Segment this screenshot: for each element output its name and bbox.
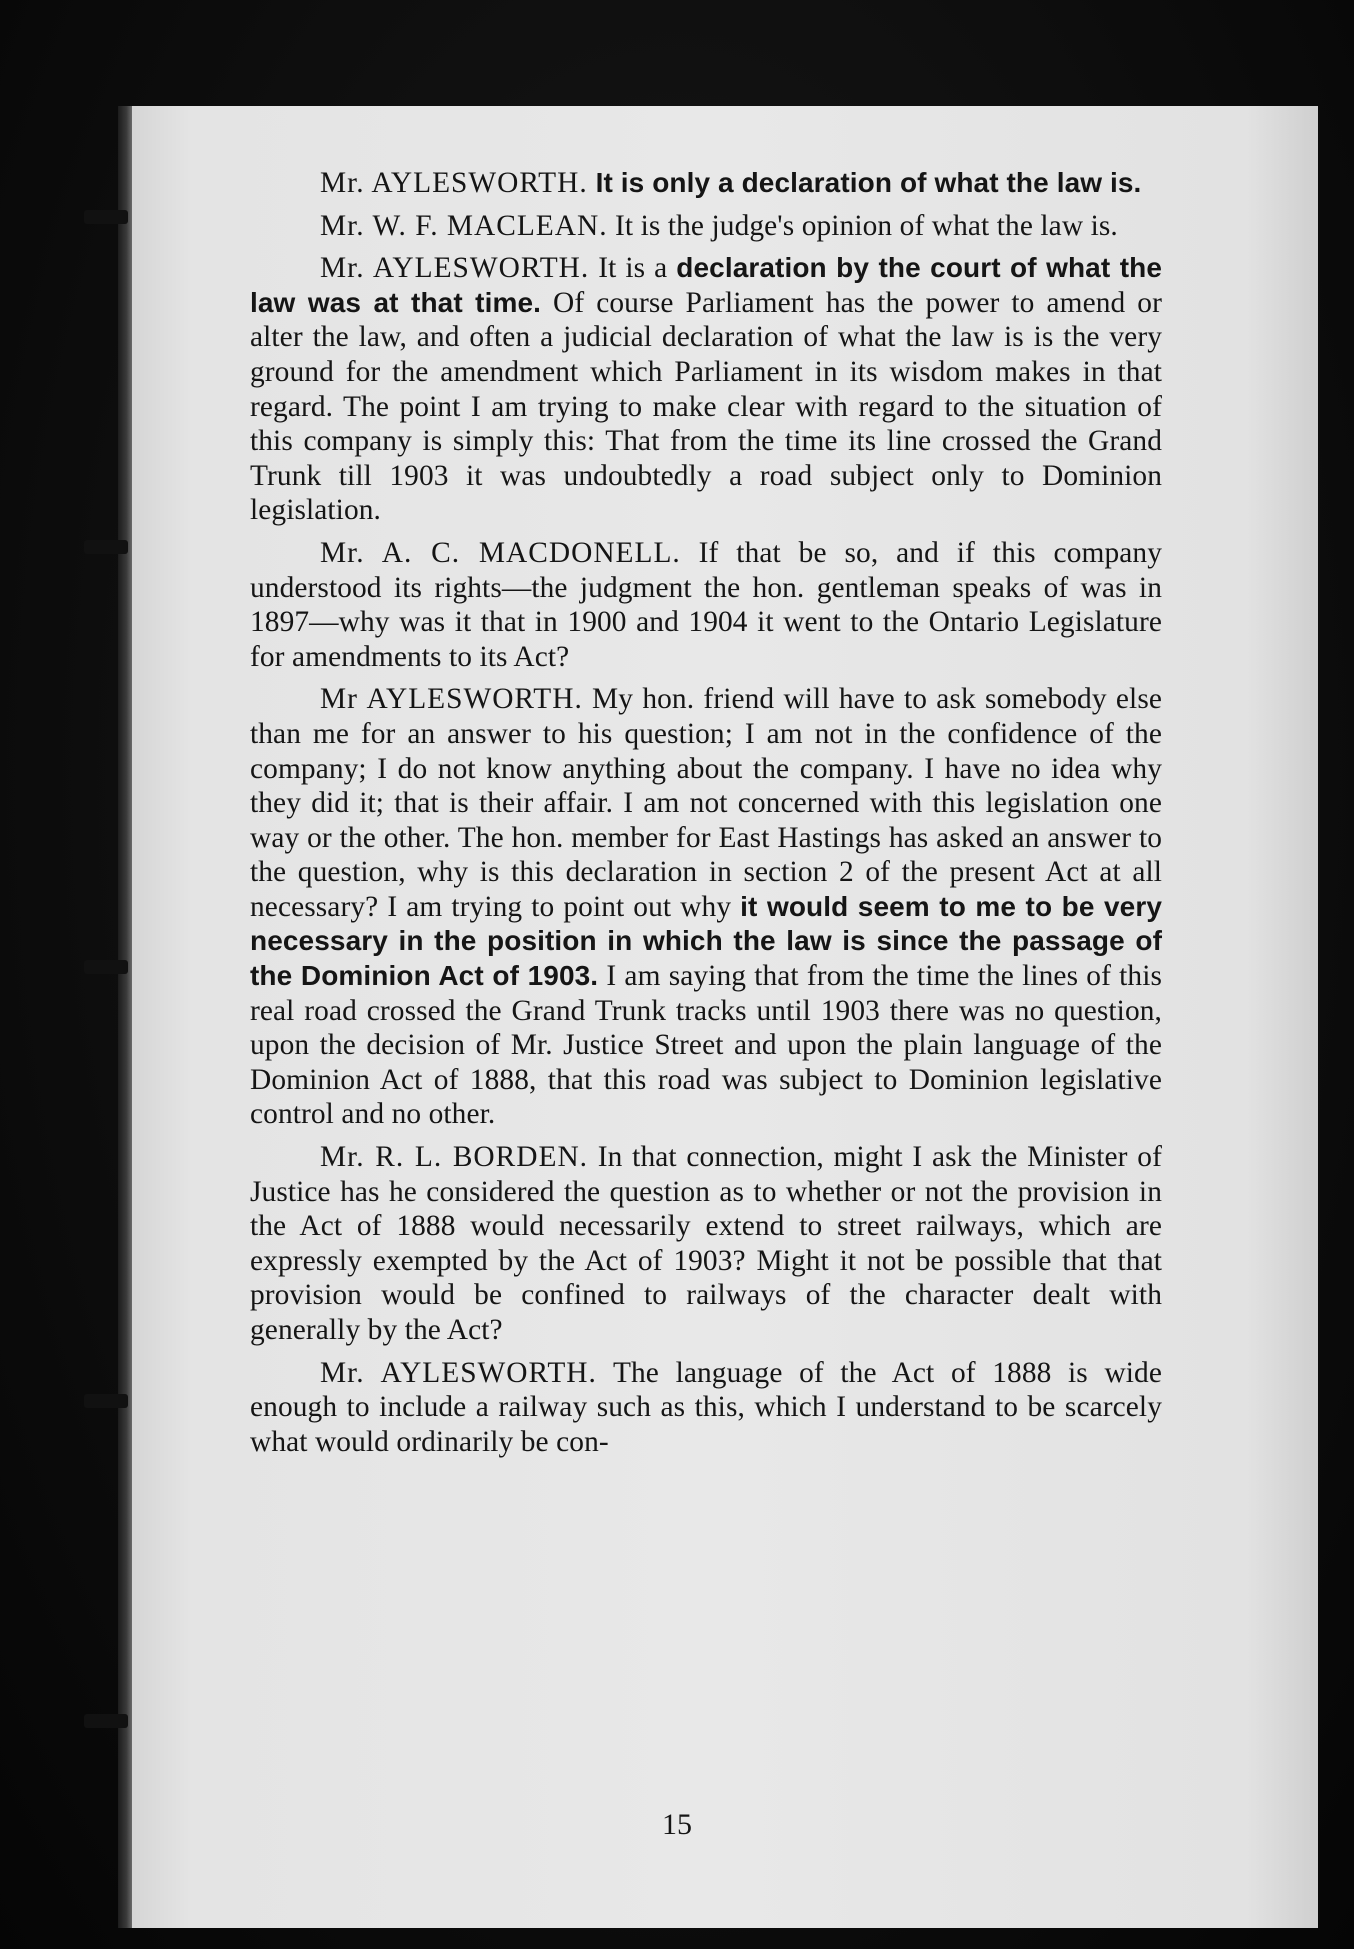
speaker-name: Mr. AYLESWORTH. <box>320 252 590 285</box>
emphasized-text: It is only a declaration of what the law is. <box>587 167 1142 198</box>
speech-paragraph <box>250 166 1162 201</box>
speaker-name: Mr. R. L. BORDEN. <box>320 1141 589 1174</box>
binding-tab <box>84 1714 128 1728</box>
speaker-name: Mr. A. C. MACDONELL. <box>320 536 681 569</box>
speech-paragraph <box>250 682 1162 1132</box>
binding-edge <box>118 106 132 1928</box>
speech-paragraph <box>250 1356 1162 1460</box>
speaker-name: Mr. W. F. MACLEAN. <box>320 209 608 242</box>
emphasized-text: declaration by the court of what the law was at that time. <box>250 252 1162 318</box>
binding-tab <box>84 210 128 224</box>
binding-tab <box>84 960 128 974</box>
page-number: 15 <box>662 1808 692 1841</box>
speech-paragraph <box>250 209 1162 244</box>
speech-text: Of course Parliament has the power to amend or alter the law, and often a judicial declaration of what the law is is the very ground for the amendment which Parliament in its wisdom makes in that regard. The point I am trying to make clear with regard to the situation of this company is simply this: That from the time its line crossed the Grand Trunk till 1903 it was undoubtedly a road subject only to Dominion legislation. <box>250 286 1162 527</box>
speech-text: If that be so, and if this company understood its rights—the judgment the hon. gentleman speaks of was in 1897—why was it that in 1900 and 1904 it went to the Ontario Legislature for amendments to its Act? <box>250 536 1162 673</box>
speech-paragraph <box>250 251 1162 528</box>
speech-paragraph <box>250 1140 1162 1348</box>
speaker-name: Mr. AYLESWORTH. <box>320 1356 597 1389</box>
speech-paragraph <box>250 536 1162 674</box>
speech-text: In that connection, might I ask the Minister of Justice has he considered the question as to whether or not the provision in the Act of 1888 would necessarily extend to street railways, which are expressly exempted by the Act of 1903? Might it not be possible that that provision would be confined to railways of the character dealt with generally by the Act? <box>250 1141 1162 1346</box>
speech-text: It is a <box>589 252 677 285</box>
speech-text: It is the judge's opinion of what the law is. <box>607 209 1118 242</box>
speech-text: My hon. friend will have to ask somebody else than me for an answer to his question; I am not in the confidence of the company; I do not know anything about the company. I have no idea why they did it; that is their affair. I am not concerned with this legislation one way or the other. The hon. member for East Hastings has asked an answer to the question, why is this declaration in section 2 of the present Act at all necessary? I am trying to point out why <box>250 683 1163 923</box>
speech-text: I am saying that from the time the lines of this real road crossed the Grand Trunk tracks until 1903 there was no question, upon the decision of Mr. Justice Street and upon the plain language of the Dominion Act of 1888, that this road was subject to Dominion legislative control and no other. <box>250 960 1163 1131</box>
speaker-name: Mr. AYLESWORTH. <box>320 167 588 199</box>
binding-tab <box>84 540 128 554</box>
emphasized-text: it would seem to me to be very necessary in the position in which the law is since the passage of the Dominion Act of 1903. <box>250 890 1162 992</box>
speaker-name: Mr AYLESWORTH. <box>320 683 583 716</box>
speech-text: The language of the Act of 1888 is wide enough to include a railway such as this, which I understand to be scarcely what would ordinarily be con- <box>250 1356 1162 1458</box>
binding-tab <box>84 1394 128 1408</box>
body-text <box>250 166 1162 1467</box>
